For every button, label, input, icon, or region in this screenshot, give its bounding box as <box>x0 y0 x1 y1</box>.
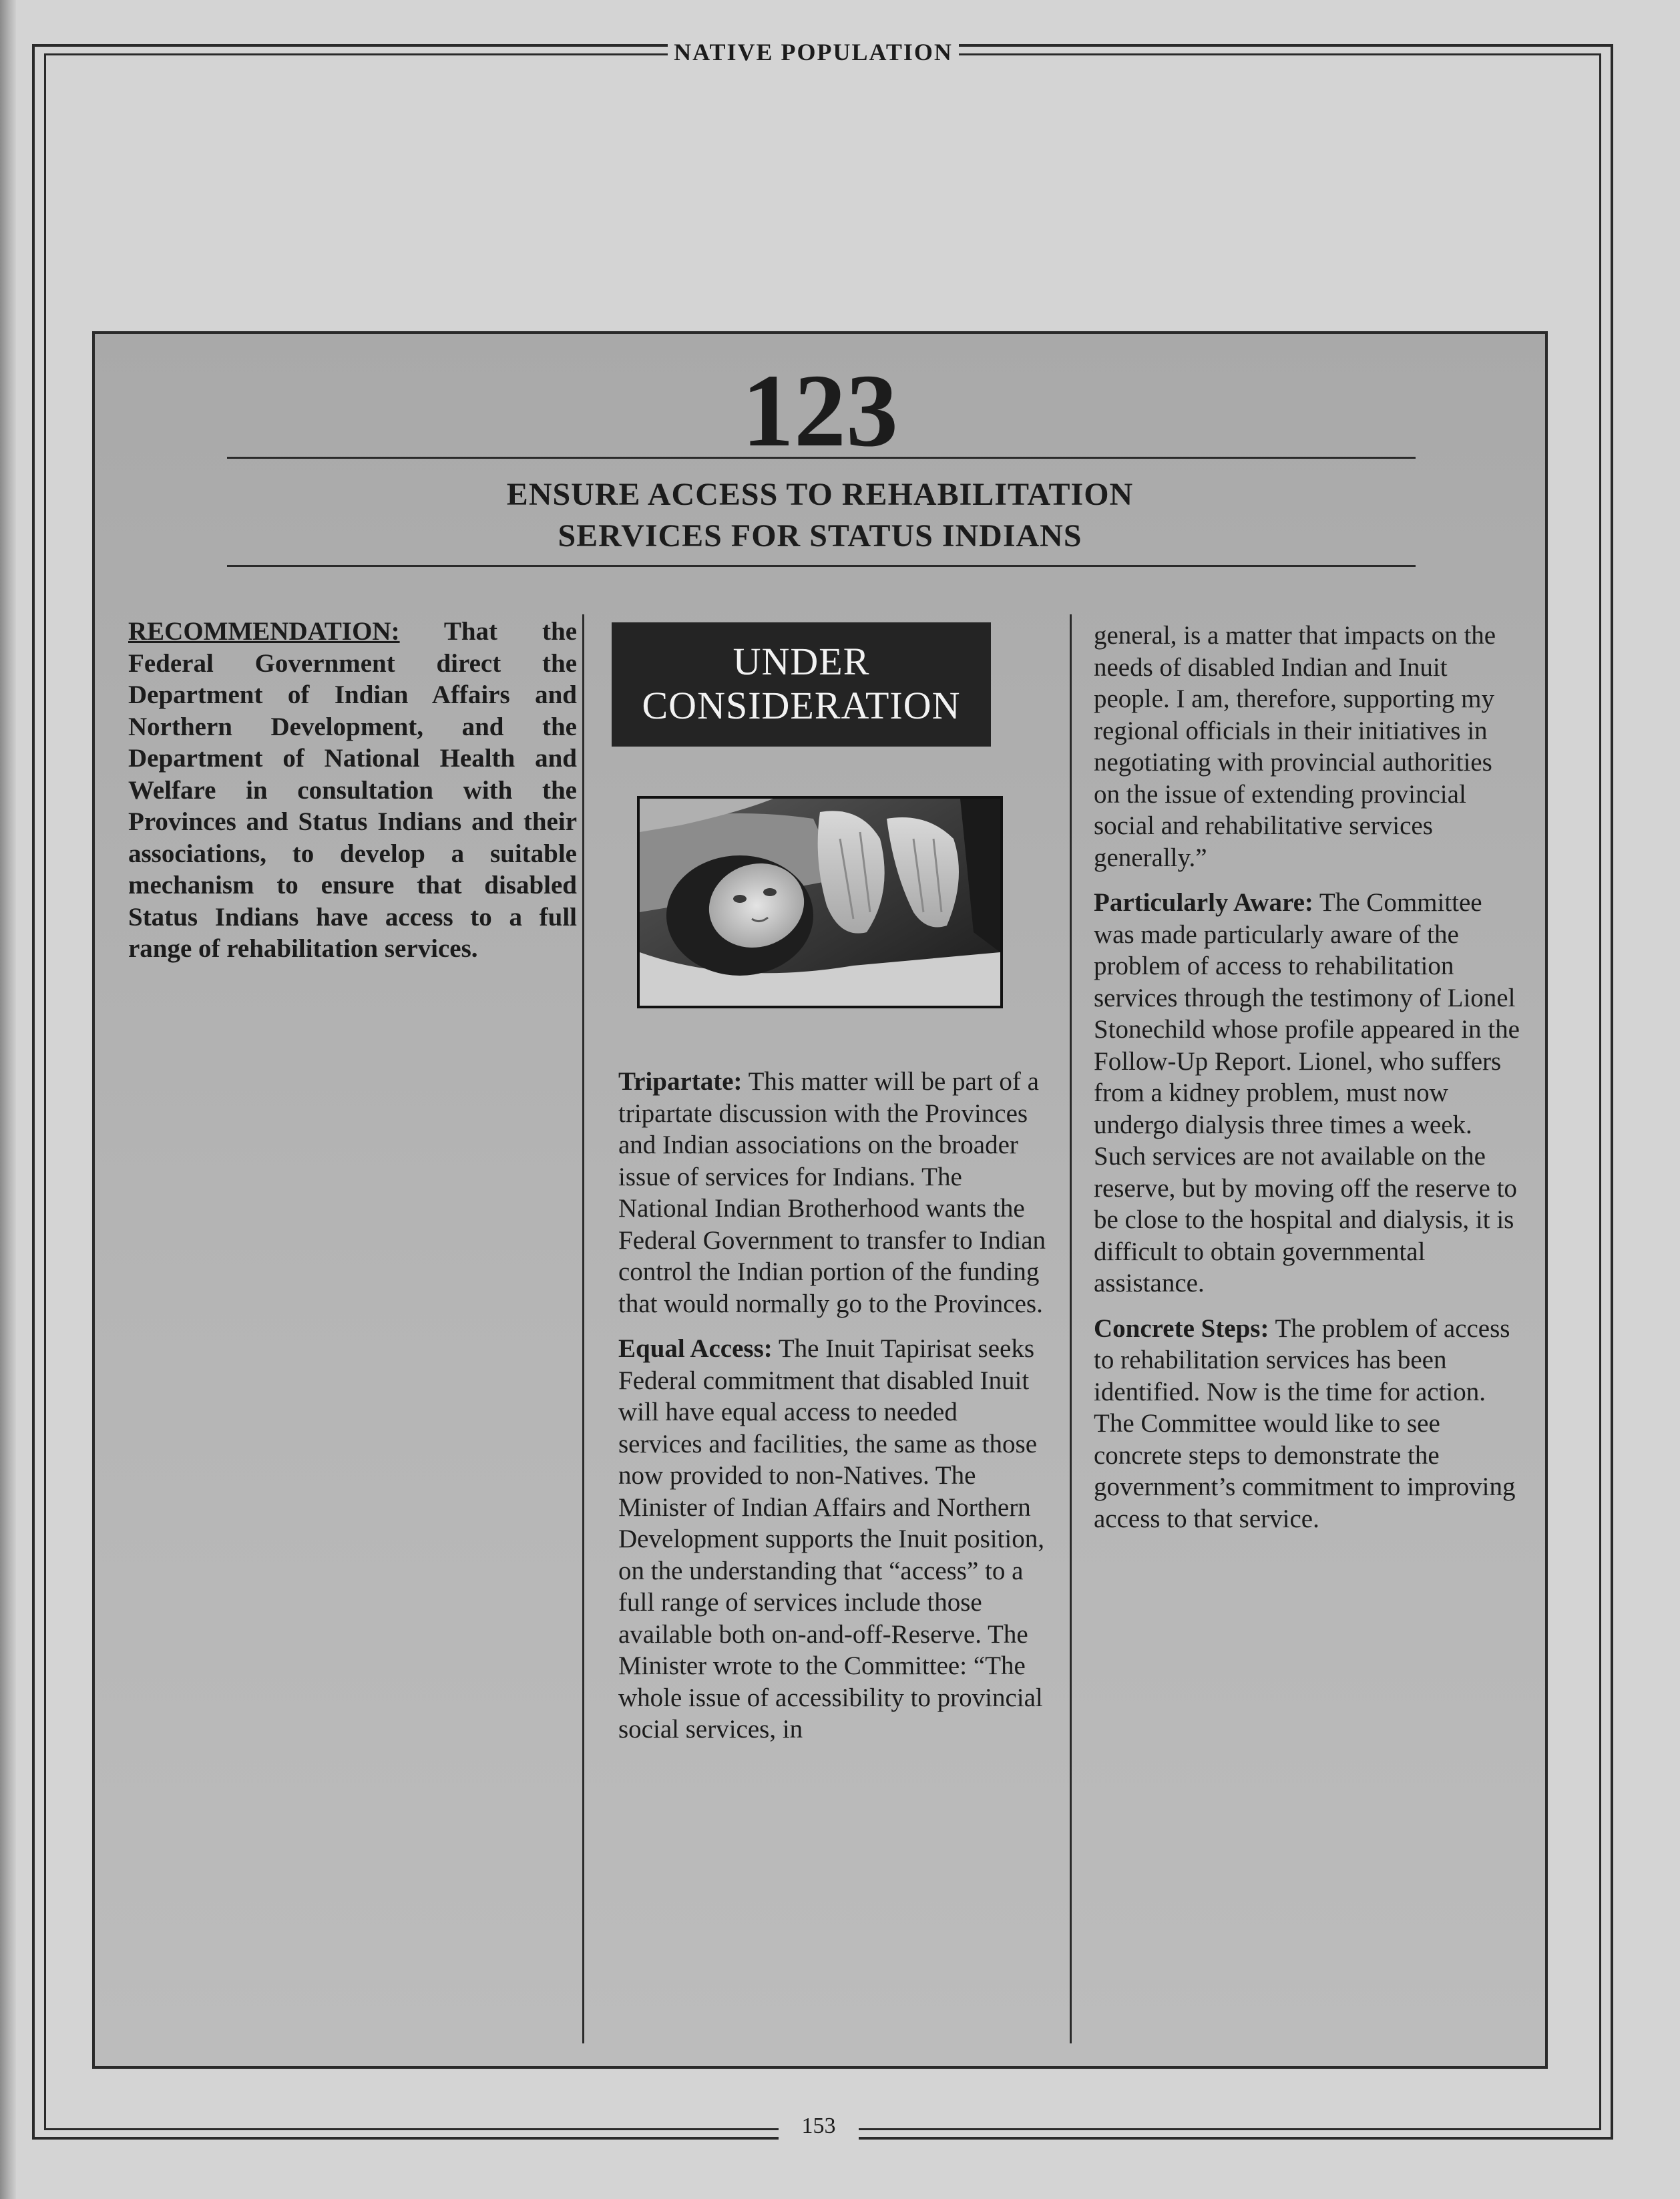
right-column <box>1094 620 1521 1548</box>
status-line2: CONSIDERATION <box>642 684 961 727</box>
recommendation-title-line2: SERVICES FOR STATUS INDIANS <box>558 518 1082 554</box>
concrete-steps-paragraph <box>1094 1313 1521 1535</box>
running-head: NATIVE POPULATION <box>668 33 959 71</box>
patient-photo <box>637 796 1003 1008</box>
title-rule-top <box>227 457 1416 459</box>
particularly-aware-text: The Committee was made particularly aware of the problem of access to rehabilitation services through the testimony of Lionel Stonechild whose profile appeared in the Follow-Up Report. Lionel, who suffers from a kidney problem, must now undergo dialysis three times a week. Such services are not available on the reserve, but by moving off the reserve to be close to the hospital and dialysis, it is difficult to obtain governmental assistance. <box>1094 888 1520 1297</box>
recommendation-paragraph <box>128 616 577 965</box>
tripartate-text: This matter will be part of a tripartate discussion with the Provinces and Indian associations on the broader issue of services for Indians. The National Indian Brotherhood wants the Federal Government to transfer to Indian control the Indian portion of the funding that would normally go to the Provinces. <box>618 1067 1046 1318</box>
equal-access-paragraph <box>618 1333 1047 1746</box>
status-badge <box>612 622 991 747</box>
continuation-paragraph: general, is a matter that impacts on the needs of disabled Indian and Inuit people. I am, therefore, supporting my regional officials in their initiatives in negotiating with provincial authorities on the issue of extending provincial social and rehabilitative services generally.” <box>1094 621 1496 872</box>
recommendation-text: That the Federal Government direct the Department of Indian Affairs and Northern Development, and the Department of National Health and Welfare in consultation with the Provinces and Status Indians and their associations, to develop a suitable mechanism to ensure that disabled Status Indians have access to a full range of rehabilitation services. <box>128 617 577 963</box>
equal-access-text: The Inuit Tapirisat seeks Federal commitment that disabled Inuit will have equal access to needed services and facilities, the same as those now provided to non-Natives. The Minister of Indian Affairs and Northern Development supports the Inuit position, on the understanding that “access” to a full range of services include those available both on-and-off-Reserve. The Minister wrote to the Committee: “The whole issue of accessibility to provincial social services, in <box>618 1334 1045 1744</box>
recommendation-lead: RECOMMENDATION: <box>128 617 400 646</box>
recommendation-title <box>95 474 1545 557</box>
particularly-aware-paragraph <box>1094 887 1521 1300</box>
recommendation-number: 123 <box>742 353 898 468</box>
book-binding-shadow <box>0 0 16 2199</box>
status-line1: UNDER <box>732 640 870 683</box>
recommendation-title-line1: ENSURE ACCESS TO REHABILITATION <box>506 477 1134 512</box>
recommendation-column <box>128 616 577 978</box>
concrete-steps-text: The problem of access to rehabilitation services has been identified. Now is the time for action. The Committee would like to see concrete steps to demonstrate the government’s commitment to improving access to that service. <box>1094 1314 1516 1533</box>
column-divider-left <box>582 614 584 2043</box>
equal-access-heading: Equal Access: <box>618 1334 773 1363</box>
particularly-aware-heading: Particularly Aware: <box>1094 888 1313 917</box>
middle-column <box>618 1066 1047 1759</box>
tripartate-paragraph <box>618 1066 1047 1320</box>
recommendation-panel <box>92 331 1548 2069</box>
column-divider-right <box>1070 614 1072 2043</box>
patient-photo-image <box>640 799 1000 1006</box>
concrete-steps-heading: Concrete Steps: <box>1094 1314 1269 1343</box>
page-number: 153 <box>779 2108 859 2145</box>
title-rule-bottom <box>227 565 1416 567</box>
tripartate-heading: Tripartate: <box>618 1067 743 1096</box>
